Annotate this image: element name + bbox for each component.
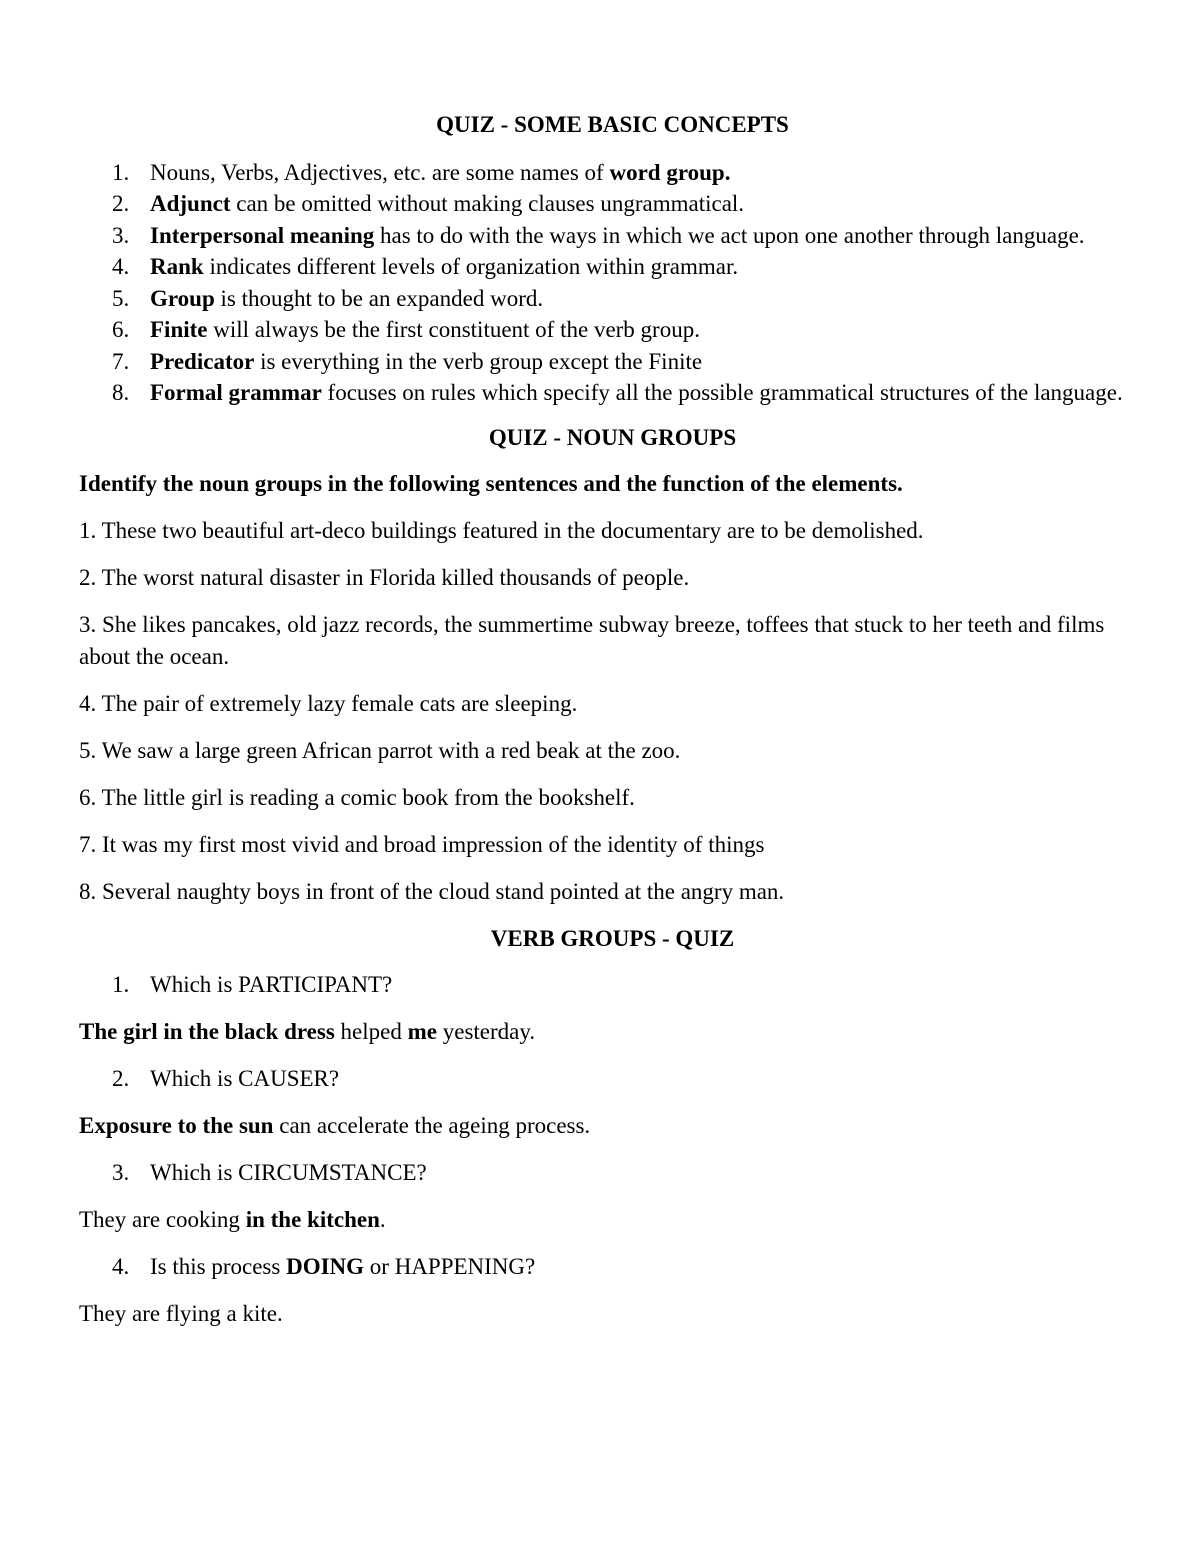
noun-sentence: 4. The pair of extremely lazy female cats are sleeping. — [79, 690, 578, 716]
basic-concepts-list — [79, 157, 1146, 409]
verb-example-3: They are cooking in the kitchen. — [79, 1207, 386, 1232]
noun-groups-title: QUIZ - NOUN GROUPS — [488, 424, 737, 450]
basic-concept-item: 6. Finite will always be the first constituent of the verb group. — [112, 317, 700, 342]
document-content — [79, 109, 1146, 1345]
basic-concept-item: 1. Nouns, Verbs, Adjectives, etc. are some names of word group. — [112, 159, 731, 185]
basic-concept-item: 8. Formal grammar focuses on rules which specify all the possible grammatical structures of the language. — [112, 380, 1123, 405]
verb-question-2: 2. Which is CAUSER? — [112, 1066, 340, 1091]
basic-concepts-title: QUIZ - SOME BASIC CONCEPTS — [436, 112, 789, 137]
noun-groups-instruction: Identify the noun groups in the following sentences and the function of the elements. — [79, 471, 903, 496]
verb-example-2: Exposure to the sun can accelerate the ageing process. — [79, 1113, 591, 1138]
basic-concept-item: 2. Adjunct can be omitted without making clauses ungrammatical. — [112, 191, 745, 216]
noun-sentence: 5. We saw a large green African parrot with a red beak at the zoo. — [79, 737, 681, 763]
basic-concept-item: 4. Rank indicates different levels of organization within grammar. — [112, 254, 739, 279]
noun-sentence: 6. The little girl is reading a comic book from the bookshelf. — [79, 784, 635, 810]
noun-sentence: 3. She likes pancakes, old jazz records, the summertime subway breeze, toffees that stuck to her teeth and films about the ocean. — [79, 612, 1105, 669]
noun-sentence: 8. Several naughty boys in front of the cloud stand pointed at the angry man. — [79, 878, 785, 904]
noun-sentence: 2. The worst natural disaster in Florida killed thousands of people. — [79, 565, 690, 590]
verb-question-4: 4. Is this process DOING or HAPPENING? — [112, 1254, 536, 1279]
noun-sentence: 7. It was my first most vivid and broad impression of the identity of things — [79, 831, 765, 857]
noun-sentence: 1. These two beautiful art-deco buildings featured in the documentary are to be demolished. — [79, 518, 924, 543]
verb-question-1: 1. Which is PARTICIPANT? — [112, 972, 393, 997]
verb-example-4: They are flying a kite. — [79, 1301, 283, 1326]
verb-groups-title: VERB GROUPS - QUIZ — [490, 925, 735, 951]
verb-example-1: The girl in the black dress helped me yesterday. — [79, 1019, 536, 1044]
basic-concept-item: 7. Predicator is everything in the verb group except the Finite — [112, 348, 703, 374]
basic-concept-item: 5. Group is thought to be an expanded word. — [112, 285, 544, 311]
verb-question-3: 3. Which is CIRCUMSTANCE? — [112, 1160, 427, 1185]
basic-concept-item: 3. Interpersonal meaning has to do with the ways in which we act upon one another through language. — [112, 222, 1085, 248]
